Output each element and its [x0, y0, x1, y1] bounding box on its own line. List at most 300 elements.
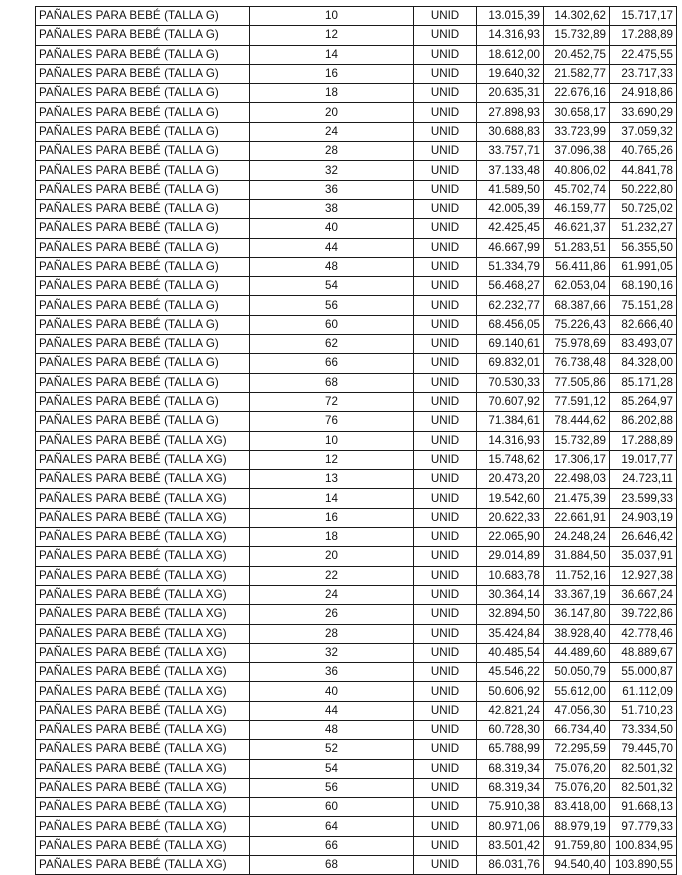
price-1-cell: 45.546,22 — [477, 663, 544, 682]
price-1-cell: 68.319,34 — [477, 778, 544, 797]
table-row — [36, 45, 677, 64]
quantity-cell: 52 — [250, 740, 414, 759]
quantity-cell: 16 — [250, 64, 414, 83]
table-row — [36, 315, 677, 334]
price-2-cell: 76.738,48 — [544, 354, 610, 373]
unit-cell: UNID — [414, 836, 477, 855]
table-row — [36, 412, 677, 431]
price-3-cell: 97.779,33 — [610, 817, 677, 836]
price-2-cell: 46.159,77 — [544, 199, 610, 218]
product-description-cell: PAÑALES PARA BEBÉ (TALLA G) — [36, 180, 250, 199]
price-2-cell: 33.367,19 — [544, 585, 610, 604]
price-3-cell: 68.190,16 — [610, 277, 677, 296]
table-row — [36, 354, 677, 373]
product-description-cell: PAÑALES PARA BEBÉ (TALLA G) — [36, 161, 250, 180]
product-description-cell: PAÑALES PARA BEBÉ (TALLA G) — [36, 122, 250, 141]
product-description-cell: PAÑALES PARA BEBÉ (TALLA XG) — [36, 701, 250, 720]
quantity-cell: 40 — [250, 219, 414, 238]
product-description-cell: PAÑALES PARA BEBÉ (TALLA XG) — [36, 547, 250, 566]
price-1-cell: 60.728,30 — [477, 720, 544, 739]
unit-cell: UNID — [414, 450, 477, 469]
quantity-cell: 38 — [250, 199, 414, 218]
price-2-cell: 66.734,40 — [544, 720, 610, 739]
table-row — [36, 296, 677, 315]
price-1-cell: 15.748,62 — [477, 450, 544, 469]
price-3-cell: 50.222,80 — [610, 180, 677, 199]
unit-cell: UNID — [414, 238, 477, 257]
price-3-cell: 50.725,02 — [610, 199, 677, 218]
price-3-cell: 79.445,70 — [610, 740, 677, 759]
price-1-cell: 35.424,84 — [477, 624, 544, 643]
table-row — [36, 489, 677, 508]
price-3-cell: 73.334,50 — [610, 720, 677, 739]
table-row — [36, 470, 677, 489]
table-row — [36, 740, 677, 759]
product-description-cell: PAÑALES PARA BEBÉ (TALLA G) — [36, 142, 250, 161]
product-description-cell: PAÑALES PARA BEBÉ (TALLA XG) — [36, 856, 250, 875]
unit-cell: UNID — [414, 856, 477, 875]
table-row — [36, 624, 677, 643]
price-2-cell: 44.489,60 — [544, 643, 610, 662]
price-2-cell: 68.387,66 — [544, 296, 610, 315]
quantity-cell: 28 — [250, 142, 414, 161]
price-1-cell: 50.606,92 — [477, 682, 544, 701]
price-3-cell: 61.991,05 — [610, 257, 677, 276]
product-description-cell: PAÑALES PARA BEBÉ (TALLA G) — [36, 238, 250, 257]
price-2-cell: 22.661,91 — [544, 508, 610, 527]
table-row — [36, 277, 677, 296]
price-2-cell: 55.612,00 — [544, 682, 610, 701]
price-sheet — [35, 6, 676, 875]
price-1-cell: 69.832,01 — [477, 354, 544, 373]
product-description-cell: PAÑALES PARA BEBÉ (TALLA XG) — [36, 682, 250, 701]
unit-cell: UNID — [414, 489, 477, 508]
table-row — [36, 682, 677, 701]
price-1-cell: 86.031,76 — [477, 856, 544, 875]
table-row — [36, 257, 677, 276]
product-description-cell: PAÑALES PARA BEBÉ (TALLA XG) — [36, 470, 250, 489]
table-row — [36, 373, 677, 392]
price-3-cell: 35.037,91 — [610, 547, 677, 566]
quantity-cell: 10 — [250, 431, 414, 450]
product-description-cell: PAÑALES PARA BEBÉ (TALLA XG) — [36, 759, 250, 778]
price-1-cell: 62.232,77 — [477, 296, 544, 315]
quantity-cell: 54 — [250, 759, 414, 778]
price-1-cell: 80.971,06 — [477, 817, 544, 836]
unit-cell: UNID — [414, 720, 477, 739]
price-3-cell: 84.328,00 — [610, 354, 677, 373]
table-row — [36, 26, 677, 45]
unit-cell: UNID — [414, 26, 477, 45]
unit-cell: UNID — [414, 528, 477, 547]
quantity-cell: 18 — [250, 528, 414, 547]
price-1-cell: 70.607,92 — [477, 392, 544, 411]
price-2-cell: 20.452,75 — [544, 45, 610, 64]
table-row — [36, 161, 677, 180]
price-2-cell: 51.283,51 — [544, 238, 610, 257]
price-2-cell: 47.056,30 — [544, 701, 610, 720]
product-description-cell: PAÑALES PARA BEBÉ (TALLA XG) — [36, 528, 250, 547]
unit-cell: UNID — [414, 798, 477, 817]
product-description-cell: PAÑALES PARA BEBÉ (TALLA XG) — [36, 431, 250, 450]
product-description-cell: PAÑALES PARA BEBÉ (TALLA G) — [36, 315, 250, 334]
quantity-cell: 20 — [250, 547, 414, 566]
price-2-cell: 75.076,20 — [544, 778, 610, 797]
price-1-cell: 20.635,31 — [477, 84, 544, 103]
unit-cell: UNID — [414, 45, 477, 64]
unit-cell: UNID — [414, 103, 477, 122]
price-2-cell: 21.475,39 — [544, 489, 610, 508]
product-description-cell: PAÑALES PARA BEBÉ (TALLA XG) — [36, 489, 250, 508]
price-2-cell: 11.752,16 — [544, 566, 610, 585]
product-description-cell: PAÑALES PARA BEBÉ (TALLA G) — [36, 277, 250, 296]
price-1-cell: 33.757,71 — [477, 142, 544, 161]
unit-cell: UNID — [414, 7, 477, 26]
price-1-cell: 18.612,00 — [477, 45, 544, 64]
price-2-cell: 75.978,69 — [544, 335, 610, 354]
quantity-cell: 26 — [250, 605, 414, 624]
product-description-cell: PAÑALES PARA BEBÉ (TALLA G) — [36, 84, 250, 103]
unit-cell: UNID — [414, 315, 477, 334]
quantity-cell: 44 — [250, 238, 414, 257]
table-row — [36, 701, 677, 720]
product-description-cell: PAÑALES PARA BEBÉ (TALLA XG) — [36, 798, 250, 817]
product-description-cell: PAÑALES PARA BEBÉ (TALLA XG) — [36, 778, 250, 797]
unit-cell: UNID — [414, 122, 477, 141]
price-2-cell: 75.076,20 — [544, 759, 610, 778]
unit-cell: UNID — [414, 84, 477, 103]
price-3-cell: 91.668,13 — [610, 798, 677, 817]
unit-cell: UNID — [414, 682, 477, 701]
price-3-cell: 19.017,77 — [610, 450, 677, 469]
price-1-cell: 14.316,93 — [477, 431, 544, 450]
quantity-cell: 66 — [250, 836, 414, 855]
table-row — [36, 643, 677, 662]
price-table — [35, 6, 677, 875]
unit-cell: UNID — [414, 257, 477, 276]
unit-cell: UNID — [414, 701, 477, 720]
price-1-cell: 19.640,32 — [477, 64, 544, 83]
quantity-cell: 28 — [250, 624, 414, 643]
product-description-cell: PAÑALES PARA BEBÉ (TALLA XG) — [36, 624, 250, 643]
product-description-cell: PAÑALES PARA BEBÉ (TALLA G) — [36, 296, 250, 315]
price-1-cell: 22.065,90 — [477, 528, 544, 547]
quantity-cell: 76 — [250, 412, 414, 431]
price-1-cell: 13.015,39 — [477, 7, 544, 26]
quantity-cell: 68 — [250, 856, 414, 875]
price-3-cell: 23.717,33 — [610, 64, 677, 83]
price-2-cell: 72.295,59 — [544, 740, 610, 759]
unit-cell: UNID — [414, 605, 477, 624]
quantity-cell: 48 — [250, 720, 414, 739]
unit-cell: UNID — [414, 335, 477, 354]
table-row — [36, 450, 677, 469]
price-1-cell: 37.133,48 — [477, 161, 544, 180]
table-row — [36, 605, 677, 624]
unit-cell: UNID — [414, 508, 477, 527]
price-2-cell: 30.658,17 — [544, 103, 610, 122]
unit-cell: UNID — [414, 199, 477, 218]
price-1-cell: 83.501,42 — [477, 836, 544, 855]
table-row — [36, 759, 677, 778]
quantity-cell: 66 — [250, 354, 414, 373]
price-2-cell: 88.979,19 — [544, 817, 610, 836]
price-3-cell: 24.918,86 — [610, 84, 677, 103]
price-3-cell: 48.889,67 — [610, 643, 677, 662]
quantity-cell: 64 — [250, 817, 414, 836]
price-2-cell: 77.591,12 — [544, 392, 610, 411]
price-3-cell: 26.646,42 — [610, 528, 677, 547]
price-2-cell: 91.759,80 — [544, 836, 610, 855]
table-row — [36, 103, 677, 122]
price-1-cell: 42.425,45 — [477, 219, 544, 238]
quantity-cell: 16 — [250, 508, 414, 527]
product-description-cell: PAÑALES PARA BEBÉ (TALLA XG) — [36, 836, 250, 855]
price-2-cell: 14.302,62 — [544, 7, 610, 26]
price-2-cell: 15.732,89 — [544, 431, 610, 450]
table-row — [36, 142, 677, 161]
price-3-cell: 85.264,97 — [610, 392, 677, 411]
product-description-cell: PAÑALES PARA BEBÉ (TALLA XG) — [36, 566, 250, 585]
price-1-cell: 46.667,99 — [477, 238, 544, 257]
price-3-cell: 22.475,55 — [610, 45, 677, 64]
quantity-cell: 62 — [250, 335, 414, 354]
price-table-body — [36, 7, 677, 875]
quantity-cell: 40 — [250, 682, 414, 701]
price-3-cell: 75.151,28 — [610, 296, 677, 315]
quantity-cell: 12 — [250, 450, 414, 469]
price-2-cell: 17.306,17 — [544, 450, 610, 469]
quantity-cell: 32 — [250, 161, 414, 180]
price-1-cell: 30.364,14 — [477, 585, 544, 604]
price-2-cell: 83.418,00 — [544, 798, 610, 817]
price-3-cell: 24.903,19 — [610, 508, 677, 527]
table-row — [36, 7, 677, 26]
unit-cell: UNID — [414, 219, 477, 238]
product-description-cell: PAÑALES PARA BEBÉ (TALLA XG) — [36, 663, 250, 682]
table-row — [36, 778, 677, 797]
price-3-cell: 17.288,89 — [610, 26, 677, 45]
price-2-cell: 38.928,40 — [544, 624, 610, 643]
price-2-cell: 77.505,86 — [544, 373, 610, 392]
quantity-cell: 36 — [250, 663, 414, 682]
price-3-cell: 39.722,86 — [610, 605, 677, 624]
price-3-cell: 83.493,07 — [610, 335, 677, 354]
quantity-cell: 10 — [250, 7, 414, 26]
price-3-cell: 12.927,38 — [610, 566, 677, 585]
price-3-cell: 82.501,32 — [610, 778, 677, 797]
product-description-cell: PAÑALES PARA BEBÉ (TALLA XG) — [36, 450, 250, 469]
product-description-cell: PAÑALES PARA BEBÉ (TALLA G) — [36, 219, 250, 238]
product-description-cell: PAÑALES PARA BEBÉ (TALLA G) — [36, 45, 250, 64]
price-2-cell: 37.096,38 — [544, 142, 610, 161]
price-2-cell: 75.226,43 — [544, 315, 610, 334]
price-3-cell: 36.667,24 — [610, 585, 677, 604]
price-3-cell: 24.723,11 — [610, 470, 677, 489]
price-2-cell: 31.884,50 — [544, 547, 610, 566]
product-description-cell: PAÑALES PARA BEBÉ (TALLA XG) — [36, 740, 250, 759]
price-1-cell: 30.688,83 — [477, 122, 544, 141]
unit-cell: UNID — [414, 740, 477, 759]
price-2-cell: 78.444,62 — [544, 412, 610, 431]
price-1-cell: 68.319,34 — [477, 759, 544, 778]
price-1-cell: 14.316,93 — [477, 26, 544, 45]
price-1-cell: 20.622,33 — [477, 508, 544, 527]
quantity-cell: 20 — [250, 103, 414, 122]
quantity-cell: 12 — [250, 26, 414, 45]
price-3-cell: 82.666,40 — [610, 315, 677, 334]
product-description-cell: PAÑALES PARA BEBÉ (TALLA G) — [36, 64, 250, 83]
price-1-cell: 70.530,33 — [477, 373, 544, 392]
price-2-cell: 24.248,24 — [544, 528, 610, 547]
table-row — [36, 122, 677, 141]
price-2-cell: 33.723,99 — [544, 122, 610, 141]
price-3-cell: 61.112,09 — [610, 682, 677, 701]
table-row — [36, 84, 677, 103]
product-description-cell: PAÑALES PARA BEBÉ (TALLA XG) — [36, 643, 250, 662]
price-1-cell: 42.005,39 — [477, 199, 544, 218]
unit-cell: UNID — [414, 817, 477, 836]
price-3-cell: 85.171,28 — [610, 373, 677, 392]
product-description-cell: PAÑALES PARA BEBÉ (TALLA G) — [36, 335, 250, 354]
quantity-cell: 24 — [250, 122, 414, 141]
table-row — [36, 199, 677, 218]
quantity-cell: 54 — [250, 277, 414, 296]
product-description-cell: PAÑALES PARA BEBÉ (TALLA G) — [36, 7, 250, 26]
price-3-cell: 82.501,32 — [610, 759, 677, 778]
price-1-cell: 27.898,93 — [477, 103, 544, 122]
quantity-cell: 14 — [250, 489, 414, 508]
price-3-cell: 23.599,33 — [610, 489, 677, 508]
price-1-cell: 40.485,54 — [477, 643, 544, 662]
price-1-cell: 42.821,24 — [477, 701, 544, 720]
table-row — [36, 392, 677, 411]
price-2-cell: 62.053,04 — [544, 277, 610, 296]
price-3-cell: 42.778,46 — [610, 624, 677, 643]
price-3-cell: 33.690,29 — [610, 103, 677, 122]
table-row — [36, 798, 677, 817]
quantity-cell: 18 — [250, 84, 414, 103]
unit-cell: UNID — [414, 470, 477, 489]
table-row — [36, 508, 677, 527]
unit-cell: UNID — [414, 180, 477, 199]
quantity-cell: 60 — [250, 315, 414, 334]
product-description-cell: PAÑALES PARA BEBÉ (TALLA G) — [36, 354, 250, 373]
price-2-cell: 22.498,03 — [544, 470, 610, 489]
price-2-cell: 36.147,80 — [544, 605, 610, 624]
price-2-cell: 15.732,89 — [544, 26, 610, 45]
table-row — [36, 547, 677, 566]
price-1-cell: 69.140,61 — [477, 335, 544, 354]
table-row — [36, 856, 677, 875]
unit-cell: UNID — [414, 643, 477, 662]
price-1-cell: 19.542,60 — [477, 489, 544, 508]
price-3-cell: 37.059,32 — [610, 122, 677, 141]
quantity-cell: 14 — [250, 45, 414, 64]
price-2-cell: 21.582,77 — [544, 64, 610, 83]
unit-cell: UNID — [414, 373, 477, 392]
price-3-cell: 44.841,78 — [610, 161, 677, 180]
quantity-cell: 22 — [250, 566, 414, 585]
quantity-cell: 56 — [250, 778, 414, 797]
price-2-cell: 46.621,37 — [544, 219, 610, 238]
price-1-cell: 65.788,99 — [477, 740, 544, 759]
price-2-cell: 45.702,74 — [544, 180, 610, 199]
price-1-cell: 20.473,20 — [477, 470, 544, 489]
quantity-cell: 32 — [250, 643, 414, 662]
table-row — [36, 663, 677, 682]
table-row — [36, 180, 677, 199]
product-description-cell: PAÑALES PARA BEBÉ (TALLA XG) — [36, 720, 250, 739]
unit-cell: UNID — [414, 392, 477, 411]
price-3-cell: 51.710,23 — [610, 701, 677, 720]
product-description-cell: PAÑALES PARA BEBÉ (TALLA G) — [36, 103, 250, 122]
price-2-cell: 56.411,86 — [544, 257, 610, 276]
table-row — [36, 585, 677, 604]
price-1-cell: 71.384,61 — [477, 412, 544, 431]
price-2-cell: 22.676,16 — [544, 84, 610, 103]
unit-cell: UNID — [414, 354, 477, 373]
product-description-cell: PAÑALES PARA BEBÉ (TALLA G) — [36, 392, 250, 411]
unit-cell: UNID — [414, 142, 477, 161]
table-row — [36, 528, 677, 547]
price-1-cell: 68.456,05 — [477, 315, 544, 334]
unit-cell: UNID — [414, 778, 477, 797]
price-3-cell: 100.834,95 — [610, 836, 677, 855]
table-row — [36, 720, 677, 739]
price-3-cell: 55.000,87 — [610, 663, 677, 682]
unit-cell: UNID — [414, 663, 477, 682]
price-1-cell: 51.334,79 — [477, 257, 544, 276]
price-3-cell: 103.890,55 — [610, 856, 677, 875]
product-description-cell: PAÑALES PARA BEBÉ (TALLA G) — [36, 373, 250, 392]
table-row — [36, 64, 677, 83]
quantity-cell: 60 — [250, 798, 414, 817]
unit-cell: UNID — [414, 547, 477, 566]
price-3-cell: 56.355,50 — [610, 238, 677, 257]
price-3-cell: 51.232,27 — [610, 219, 677, 238]
price-2-cell: 94.540,40 — [544, 856, 610, 875]
quantity-cell: 56 — [250, 296, 414, 315]
product-description-cell: PAÑALES PARA BEBÉ (TALLA XG) — [36, 585, 250, 604]
product-description-cell: PAÑALES PARA BEBÉ (TALLA G) — [36, 199, 250, 218]
quantity-cell: 44 — [250, 701, 414, 720]
unit-cell: UNID — [414, 64, 477, 83]
price-2-cell: 50.050,79 — [544, 663, 610, 682]
table-row — [36, 566, 677, 585]
price-3-cell: 40.765,26 — [610, 142, 677, 161]
price-3-cell: 86.202,88 — [610, 412, 677, 431]
unit-cell: UNID — [414, 624, 477, 643]
price-2-cell: 40.806,02 — [544, 161, 610, 180]
price-1-cell: 41.589,50 — [477, 180, 544, 199]
quantity-cell: 72 — [250, 392, 414, 411]
unit-cell: UNID — [414, 566, 477, 585]
quantity-cell: 13 — [250, 470, 414, 489]
price-1-cell: 32.894,50 — [477, 605, 544, 624]
product-description-cell: PAÑALES PARA BEBÉ (TALLA G) — [36, 257, 250, 276]
table-row — [36, 335, 677, 354]
table-row — [36, 817, 677, 836]
product-description-cell: PAÑALES PARA BEBÉ (TALLA G) — [36, 26, 250, 45]
product-description-cell: PAÑALES PARA BEBÉ (TALLA G) — [36, 412, 250, 431]
price-3-cell: 15.717,17 — [610, 7, 677, 26]
unit-cell: UNID — [414, 585, 477, 604]
product-description-cell: PAÑALES PARA BEBÉ (TALLA XG) — [36, 817, 250, 836]
product-description-cell: PAÑALES PARA BEBÉ (TALLA XG) — [36, 605, 250, 624]
quantity-cell: 48 — [250, 257, 414, 276]
price-1-cell: 10.683,78 — [477, 566, 544, 585]
